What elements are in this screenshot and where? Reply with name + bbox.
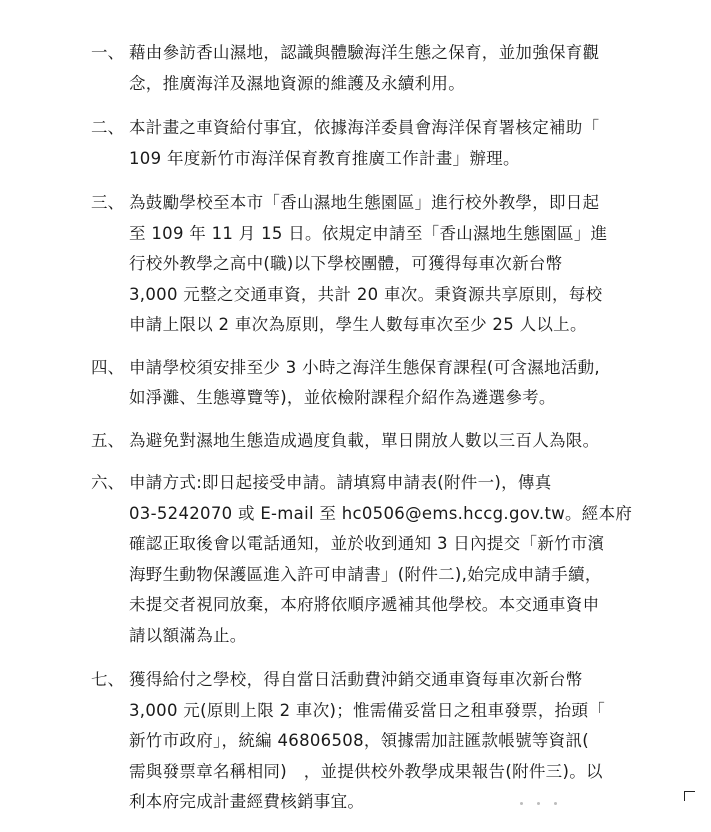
item-text-line: 念，推廣海洋及濕地資源的維護及永續利用。 <box>129 73 465 93</box>
list-item-4 <box>0 353 711 414</box>
item-text-line: 3,000 元(原則上限 2 車次)；惟需備妥當日之租車發票，抬頭「 <box>129 700 606 720</box>
item-number: 七、 <box>91 670 124 689</box>
item-number: 二、 <box>91 118 124 137</box>
item-text-line: 未提交者視同放棄，本府將依順序遞補其他學校。本交通車資申 <box>129 595 600 614</box>
list-item-1 <box>0 38 711 99</box>
item-text-line: 03-5242070 或 E-mail 至 hc0506@ems.hccg.gov.tw。經本府 <box>129 503 633 523</box>
item-text-line: 申請方式:即日起接受申請。請填寫申請表(附件一)，傳真 <box>129 473 552 492</box>
item-number: 三、 <box>91 193 124 212</box>
item-text-line: 利本府完成計畫經費核銷事宜。 <box>129 792 365 811</box>
list-item-6 <box>0 468 711 651</box>
list-item-3 <box>0 188 711 341</box>
list-item-5 <box>0 426 711 457</box>
item-text-line: 109 年度新竹市海洋保育教育推廣工作計畫」辦理。 <box>129 148 520 168</box>
item-text-line: 為避免對濕地生態造成過度負載，單日開放人數以三百人為限。 <box>129 430 600 450</box>
list-item-2 <box>0 113 711 174</box>
list-item-7 <box>0 665 711 818</box>
document-body <box>0 38 711 832</box>
page-footer-dots <box>520 790 580 794</box>
item-text-line: 為鼓勵學校至本市「香山濕地生態園區」進行校外教學，即日起 <box>129 193 600 212</box>
item-text-line: 本計畫之車資給付事宜，依據海洋委員會海洋保育署核定補助「 <box>129 118 600 137</box>
item-text-line: 請以額滿為止。 <box>129 625 247 645</box>
item-text-line: 藉由參訪香山濕地，認識與體驗海洋生態之保育，並加強保育觀 <box>129 43 600 62</box>
item-text-line: 海野生動物保護區進入許可申請書」(附件二),始完成申請手續， <box>129 564 602 584</box>
item-number: 一、 <box>91 43 124 62</box>
item-text-line: 獲得給付之學校，得自當日活動費沖銷交通車資每車次新台幣 <box>129 670 583 689</box>
item-text-line: 新竹市政府」，統編 46806508，領據需加註匯款帳號等資訊( <box>129 731 590 750</box>
item-text-line: 申請學校須安排至少 3 小時之海洋生態保育課程(可含濕地活動, <box>129 357 600 377</box>
item-number: 五、 <box>91 430 124 450</box>
item-text-line: 如淨灘、生態導覽等)，並依檢附課程介紹作為遴選參考。 <box>129 388 556 407</box>
item-text-line: 行校外教學之高中(職)以下學校團體，可獲得每車次新台幣 <box>129 254 563 273</box>
item-text-line: 申請上限以 2 車次為原則，學生人數每車次至少 25 人以上。 <box>129 315 587 334</box>
item-text-line: 至 109 年 11 月 15 日。依規定申請至「香山濕地生態園區」進 <box>129 223 608 243</box>
item-text-line: 需與發票章名稱相同) ，並提供校外教學成果報告(附件三)。以 <box>129 761 603 781</box>
item-number: 四、 <box>91 357 124 377</box>
item-text-line: 確認正取後會以電話通知，並於收到通知 3 日內提交「新竹市濱 <box>129 534 605 553</box>
item-text-line: 3,000 元整之交通車資，共計 20 車次。秉資源共享原則，每校 <box>129 284 603 304</box>
item-number: 六、 <box>91 473 124 492</box>
